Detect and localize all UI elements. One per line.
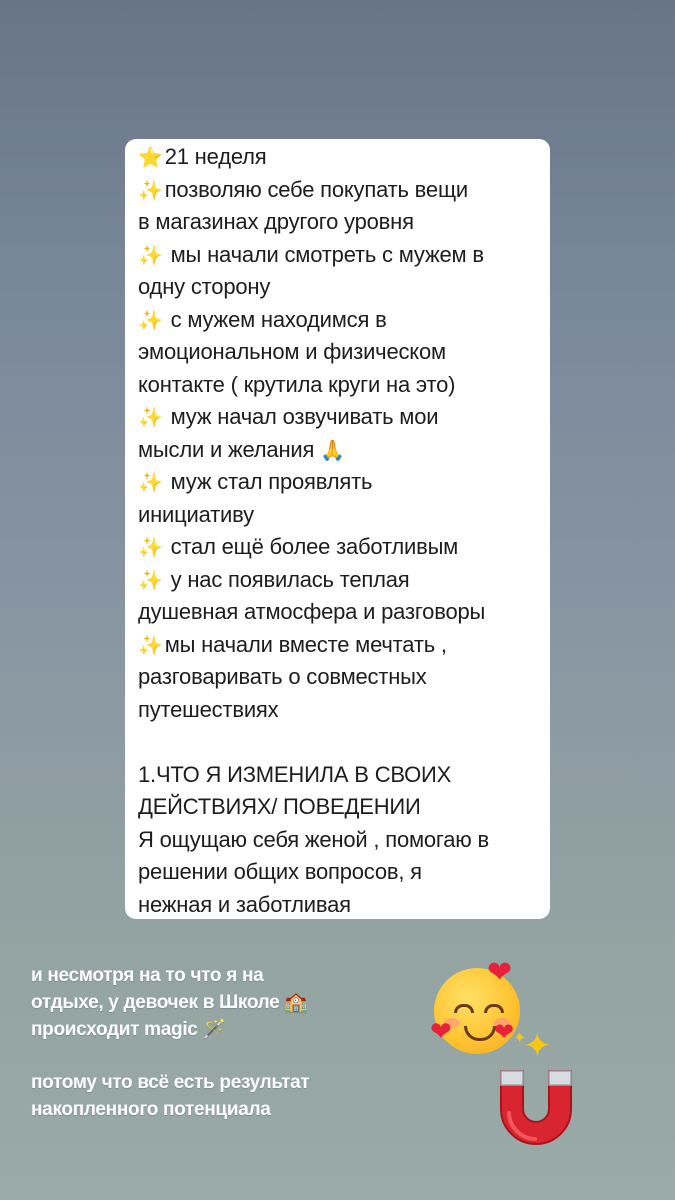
card-line — [138, 304, 546, 337]
sparkles-icon: ✦ — [513, 1030, 527, 1047]
card-line — [138, 499, 546, 532]
eye — [484, 1004, 504, 1013]
sparkles-icon: ✨ — [138, 472, 163, 494]
card-line — [138, 206, 546, 239]
card-line — [138, 271, 546, 304]
caption-line: накопленного потенциала — [31, 1099, 271, 1120]
card-line — [138, 369, 546, 402]
card-line-text: стал ещё более заботливым — [164, 534, 459, 559]
card-line — [138, 466, 546, 499]
card-line-text: мы начали вместе мечтать , — [164, 631, 447, 657]
sparkles-icon: ✨ — [138, 407, 163, 429]
card-line-text: решении общих вопросов, я — [138, 859, 422, 884]
caption-line: потому что всё есть результат — [31, 1072, 310, 1093]
card-line — [138, 336, 546, 369]
card-line-text: контакте ( крутила круги на это) — [138, 371, 456, 397]
card-line-text: нежная и заботливая — [138, 891, 351, 917]
star-icon: ⭐ — [138, 147, 163, 169]
eye — [454, 1004, 474, 1013]
card-line — [138, 856, 546, 889]
sparkles-icon: ✨ — [138, 179, 163, 202]
card-line — [138, 596, 546, 629]
card-line-text: муж стал проявлять — [164, 469, 373, 494]
heart-icon: ❤ — [487, 956, 513, 989]
card-line — [138, 564, 546, 597]
card-line — [138, 694, 546, 727]
card-line — [138, 629, 546, 662]
card-line-text: Я ощущаю себя женой , помогаю в — [138, 826, 490, 852]
card-line — [138, 434, 546, 467]
card-line-text: путешествиях — [138, 696, 279, 722]
card-line — [138, 824, 546, 857]
card-line-text: эмоциональном и физическом — [138, 339, 446, 364]
card-line — [138, 174, 546, 207]
card-line-text: у нас появилась теплая — [164, 566, 410, 592]
card-line-text: позволяю себе покупать вещи — [164, 176, 468, 202]
text-card — [125, 139, 550, 919]
card-line — [138, 401, 546, 434]
card-line — [138, 531, 546, 564]
card-line-text: мы начали смотреть с мужем в — [164, 241, 484, 267]
caption-line: отдыхе, у девочек в Школе 🏫 — [31, 992, 308, 1013]
card-line — [138, 791, 546, 824]
sparkles-icon: ✨ — [138, 537, 163, 559]
card-line — [138, 141, 546, 174]
card-line-text: душевная атмосфера и разговоры — [138, 599, 486, 624]
card-line-text: ДЕЙСТВИЯХ/ ПОВЕДЕНИИ — [138, 794, 421, 819]
card-line — [138, 661, 546, 694]
folded-hands-icon: 🙏 — [320, 439, 345, 462]
caption-line: происходит magic 🪄 — [31, 1019, 226, 1040]
card-lines — [138, 141, 546, 921]
card-line-text: мысли и желания — [138, 436, 315, 462]
card-line-text: с мужем находимся в — [164, 306, 387, 332]
card-line-text: в магазинах другого уровня — [138, 209, 414, 234]
card-line-text: 21 неделя — [164, 144, 267, 169]
sparkles-icon: ✨ — [138, 634, 163, 657]
magnet-icon — [495, 1061, 577, 1149]
blank-line — [138, 726, 546, 759]
sparkles-icon: ✨ — [138, 309, 163, 332]
mouth — [464, 1026, 496, 1041]
card-line-text: муж начал озвучивать мои — [164, 404, 439, 429]
card-line-text: инициативу — [138, 501, 254, 527]
card-line — [138, 759, 546, 792]
sparkles-icon: ✦ — [523, 1027, 552, 1065]
caption-top — [31, 962, 308, 1043]
sparkles-icon: ✨ — [138, 569, 163, 592]
card-line-text: разговаривать о совместных — [138, 664, 427, 689]
heart-icon: ❤ — [430, 1016, 452, 1046]
card-line — [138, 889, 546, 922]
caption-bottom — [31, 1069, 309, 1123]
card-line-text: 1.ЧТО Я ИЗМЕНИЛА В СВОИХ — [138, 761, 452, 787]
card-line — [138, 239, 546, 272]
heart-icon: ❤ — [494, 1019, 515, 1046]
sparkles-icon: ✨ — [138, 244, 163, 267]
card-line-text: одну сторону — [138, 274, 271, 299]
caption-line: и несмотря на то что я на — [31, 965, 264, 986]
